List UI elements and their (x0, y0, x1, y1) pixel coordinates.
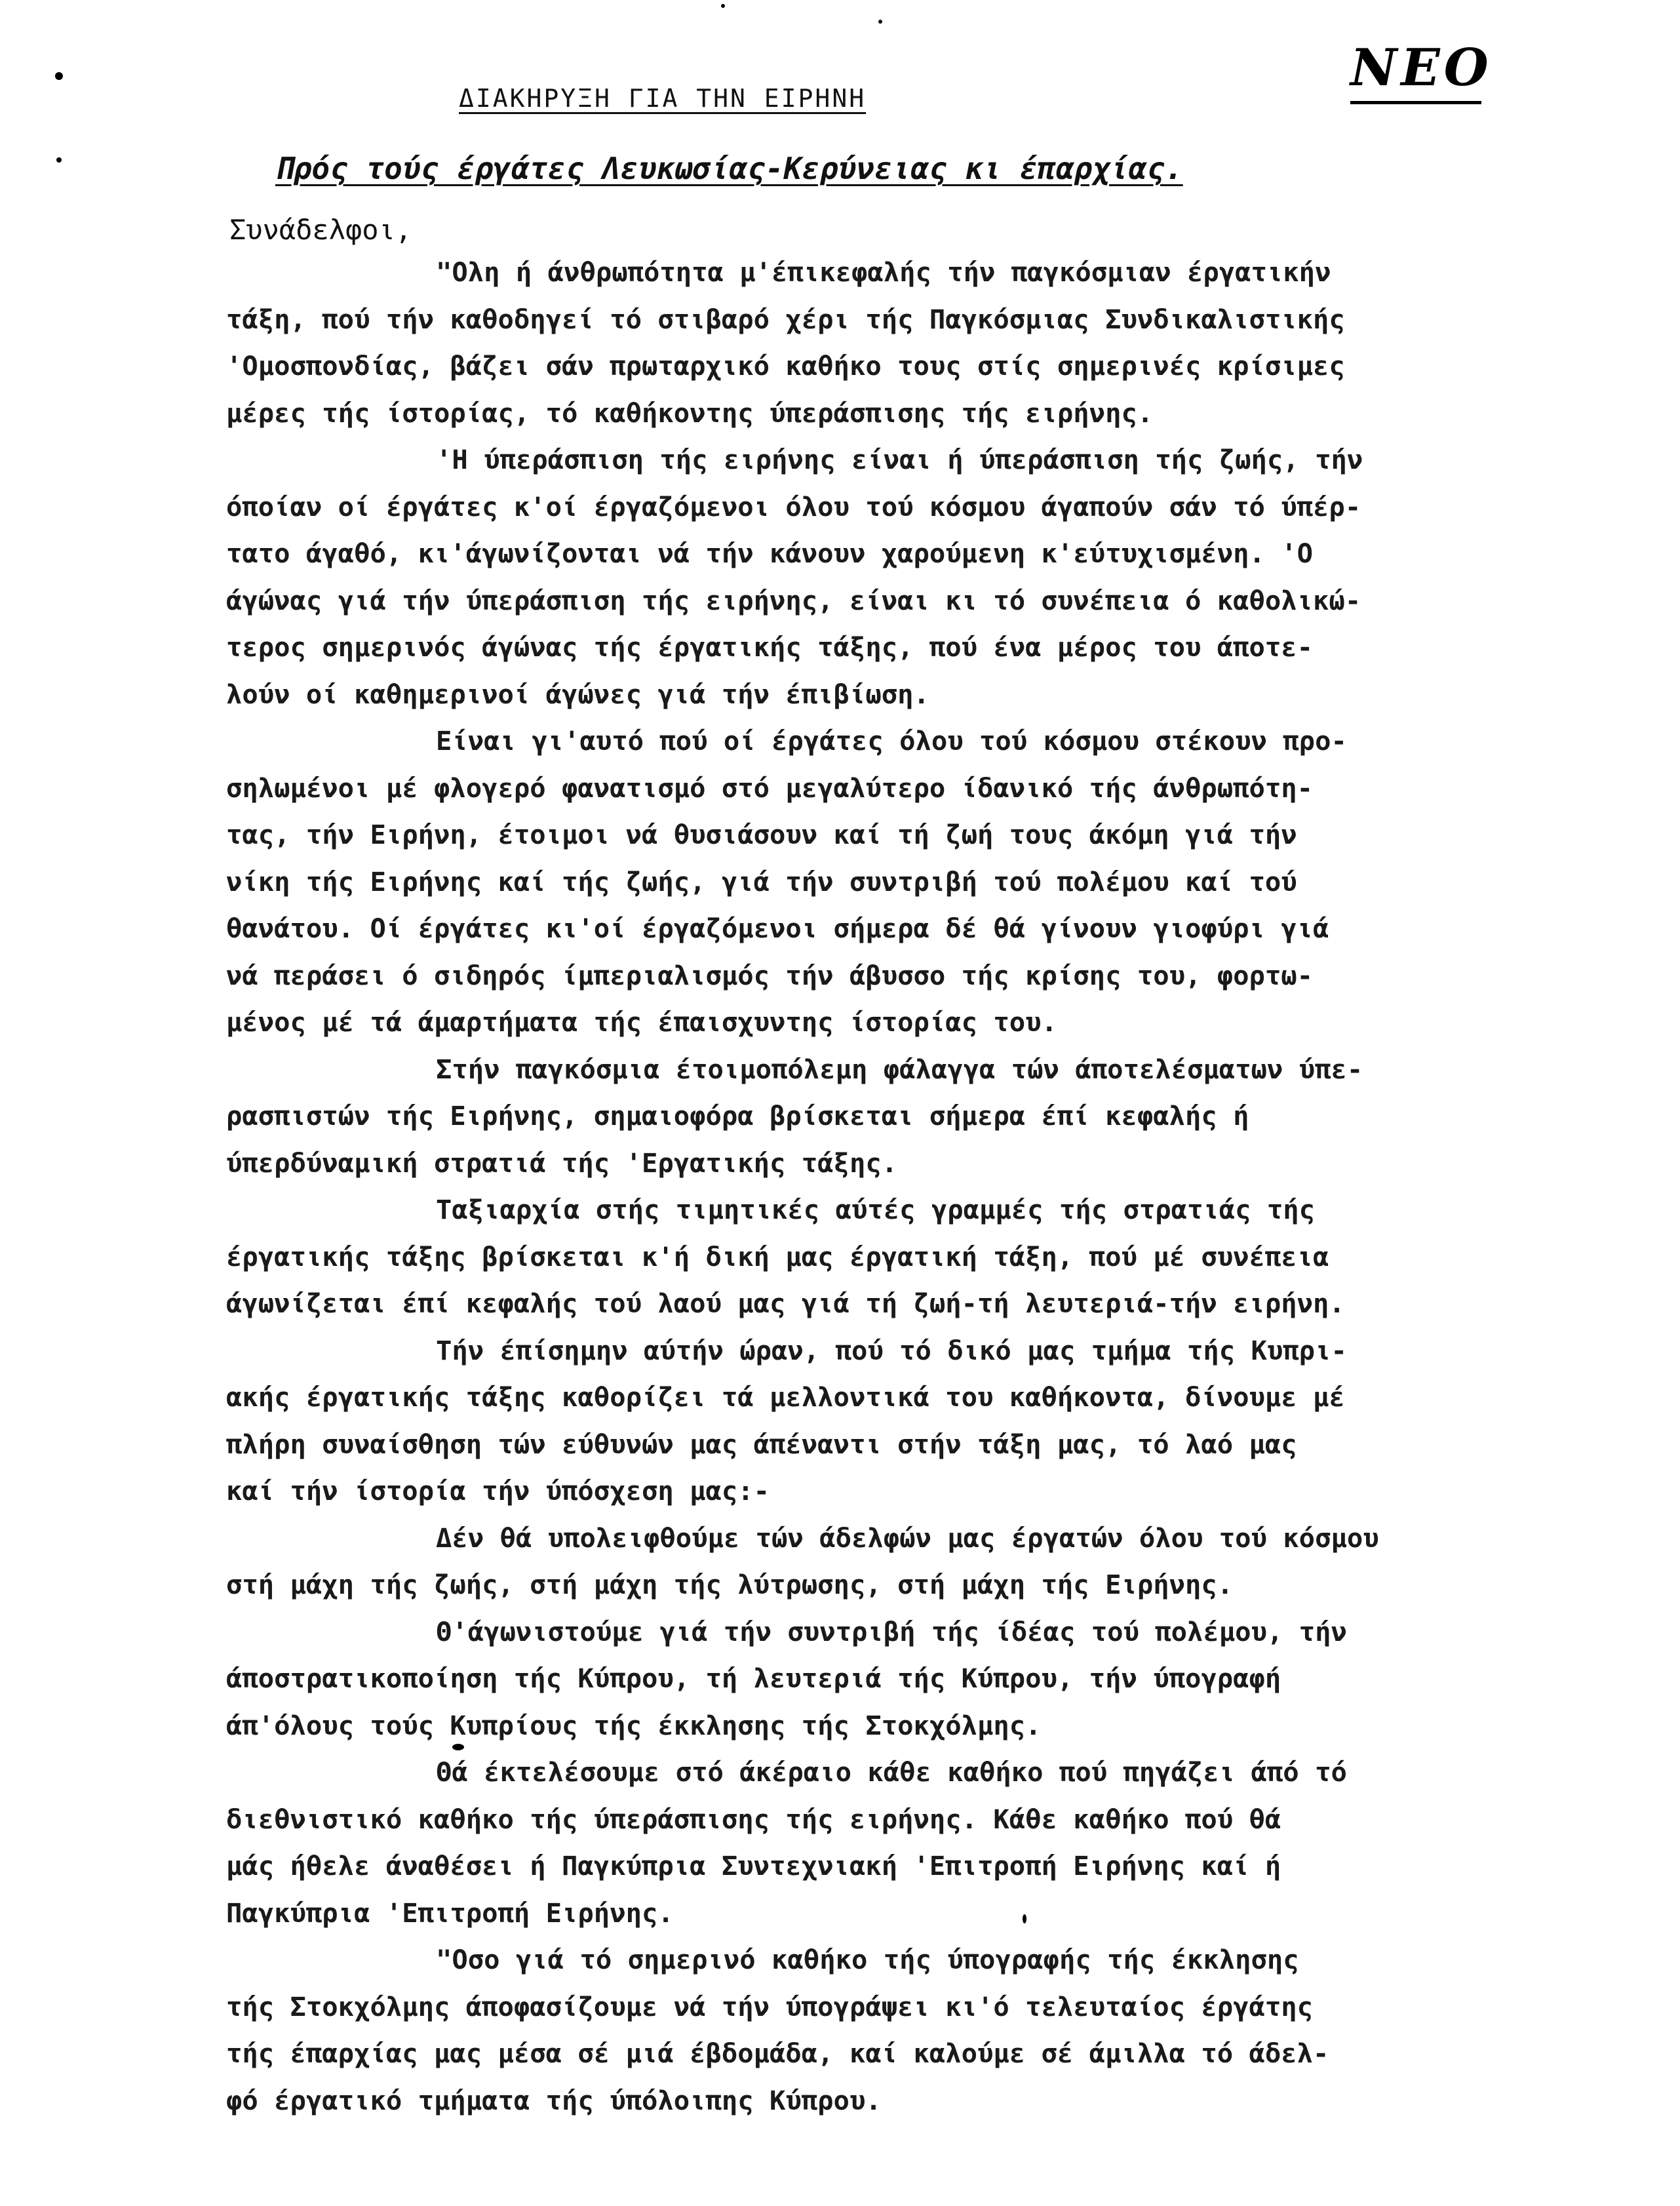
body-line: μέρες τής ίστορίας, τό καθήκοντης ύπεράσπισης τής ειρήνης. (226, 397, 1154, 429)
body-line: 'Η ύπεράσπιση τής ειρήνης είναι ή ύπεράσπιση τής ζωής, τήν (436, 444, 1363, 475)
body-line: τατο άγαθό, κι'άγωνίζονται νά τήν κάνουν χαρούμενη κ'εύτυχισμένη. 'Ο (226, 538, 1314, 569)
handwritten-stamp: ΝΕΟ (1350, 38, 1493, 98)
body-line: μάς ήθελε άναθέσει ή Παγκύπρια Συντεχνιακή 'Επιτροπή Ειρήνης καί ή (226, 1850, 1281, 1881)
body-line: Ταξιαρχία στής τιμητικές αύτές γραμμές τής στρατιάς τής (436, 1194, 1316, 1225)
scan-speck (452, 1744, 464, 1750)
body-line: τερος σημερινός άγώνας τής έργατικής τάξης, πού ένα μέρος του άποτε- (226, 631, 1314, 663)
body-line: 'Ομοσπονδίας, βάζει σάν πρωταρχικό καθήκο τους στίς σημερινές κρίσιμες (226, 350, 1345, 382)
body-line: τής Στοκχόλμης άποφασίζουμε νά τήν ύπογράψει κι'ό τελευταίος έργάτης (226, 1990, 1314, 2022)
document-body (226, 249, 1635, 2124)
body-line: διεθνιστικό καθήκο τής ύπεράσπισης τής ειρήνης. Κάθε καθήκο πού θά (226, 1803, 1281, 1835)
body-line: Είναι γι'αυτό πού οί έργάτες όλου τού κόσμου στέκουν προ- (436, 725, 1347, 757)
body-line: έργατικής τάξης βρίσκεται κ'ή δική μας έργατική τάξη, πού μέ συνέπεια (226, 1240, 1329, 1272)
body-line: τας, τήν Ειρήνη, έτοιμοι νά θυσιάσουν καί τή ζωή τους άκόμη γιά τήν (226, 819, 1297, 850)
body-line: λούν οί καθημερινοί άγώνες γιά τήν έπιβίωση. (226, 678, 929, 710)
body-line: νίκη τής Ειρήνης καί τής ζωής, γιά τήν συντριβή τού πολέμου καί τού (226, 865, 1297, 897)
body-line: Θά έκτελέσουμε στό άκέραιο κάθε καθήκο πού πηγάζει άπό τό (436, 1756, 1347, 1788)
body-line: όποίαν οί έργάτες κ'οί έργαζόμενοι όλου τού κόσμου άγαπούν σάν τό ύπέρ- (226, 490, 1361, 522)
salutation: Συνάδελφοι, (229, 214, 412, 246)
scan-speck (55, 72, 63, 80)
scan-speck (721, 4, 725, 8)
body-line: Δέν θά υπολειφθούμε τών άδελφών μας έργατών όλου τού κόσμου (436, 1522, 1379, 1554)
document-subtitle: Πρός τούς έργάτες Λευκωσίας-Κερύνειας κι έπαρχίας. (275, 151, 1183, 186)
body-line: Στήν παγκόσμια έτοιμοπόλεμη φάλαγγα τών άποτελέσματων ύπε- (436, 1053, 1363, 1085)
body-line: άγωνίζεται έπί κεφαλής τού λαού μας γιά τή ζωή-τή λευτεριά-τήν ειρήνη. (226, 1288, 1345, 1319)
body-line: άποστρατικοποίηση τής Κύπρου, τή λευτεριά τής Κύπρου, τήν ύπογραφή (226, 1663, 1281, 1694)
body-line: Τήν έπίσημην αύτήν ώραν, πού τό δικό μας τμήμα τής Κυπρι- (436, 1334, 1347, 1366)
body-line: "Ολη ή άνθρωπότητα μ'έπικεφαλής τήν παγκόσμιαν έργατικήν (436, 256, 1331, 288)
body-line: τής έπαρχίας μας μέσα σέ μιά έβδομάδα, καί καλούμε σέ άμιλλα τό άδελ- (226, 2038, 1329, 2069)
scan-speck (56, 157, 62, 163)
body-line: ακής έργατικής τάξης καθορίζει τά μελλοντικά του καθήκοντα, δίνουμε μέ (226, 1381, 1345, 1413)
body-line: ρασπιστών τής Ειρήνης, σημαιοφόρα βρίσκεται σήμερα έπί κεφαλής ή (226, 1100, 1249, 1132)
scan-speck (1023, 1914, 1026, 1923)
document-title: ΔΙΑΚΗΡΥΞΗ ΓΙΑ ΤΗΝ ΕΙΡΗΝΗ (459, 84, 867, 113)
body-line: Θ'άγωνιστούμε γιά τήν συντριβή τής ίδέας τού πολέμου, τήν (436, 1615, 1347, 1647)
body-line: άγώνας γιά τήν ύπεράσπιση τής ειρήνης, είναι κι τό συνέπεια ό καθολικώ- (226, 584, 1361, 616)
scan-speck (878, 20, 882, 24)
body-line: νά περάσει ό σιδηρός ίμπεριαλισμός τήν άβυσσο τής κρίσης του, φορτω- (226, 959, 1314, 991)
body-line: στή μάχη τής ζωής, στή μάχη τής λύτρωσης, στή μάχη τής Ειρήνης. (226, 1569, 1234, 1600)
body-line: πλήρη συναίσθηση τών εύθυνών μας άπέναντι στήν τάξη μας, τό λαό μας (226, 1428, 1297, 1460)
stamp-underline (1350, 101, 1481, 104)
body-line: τάξη, πού τήν καθοδηγεί τό στιβαρό χέρι τής Παγκόσμιας Συνδικαλιστικής (226, 303, 1345, 335)
body-line: μένος μέ τά άμαρτήματα τής έπαισχυντης ίστορίας του. (226, 1006, 1057, 1038)
body-line: άπ'όλους τούς Κυπρίους τής έκκλησης τής Στοκχόλμης. (226, 1709, 1042, 1741)
body-line: "Οσο γιά τό σημερινό καθήκο τής ύπογραφής τής έκκλησης (436, 1944, 1299, 1975)
body-line: θανάτου. Οί έργάτες κι'οί έργαζόμενοι σήμερα δέ θά γίνουν γιοφύρι γιά (226, 913, 1329, 944)
body-line: σηλωμένοι μέ φλογερό φανατισμό στό μεγαλύτερο ίδανικό τής άνθρωπότη- (226, 772, 1314, 804)
body-line: φό έργατικό τμήματα τής ύπόλοιπης Κύπρου. (226, 2084, 882, 2116)
body-line: Παγκύπρια 'Επιτροπή Ειρήνης. (226, 1897, 674, 1929)
body-line: καί τήν ίστορία τήν ύπόσχεση μας:- (226, 1475, 770, 1507)
body-line: ύπερδύναμική στρατιά τής 'Εργατικής τάξης. (226, 1147, 898, 1179)
